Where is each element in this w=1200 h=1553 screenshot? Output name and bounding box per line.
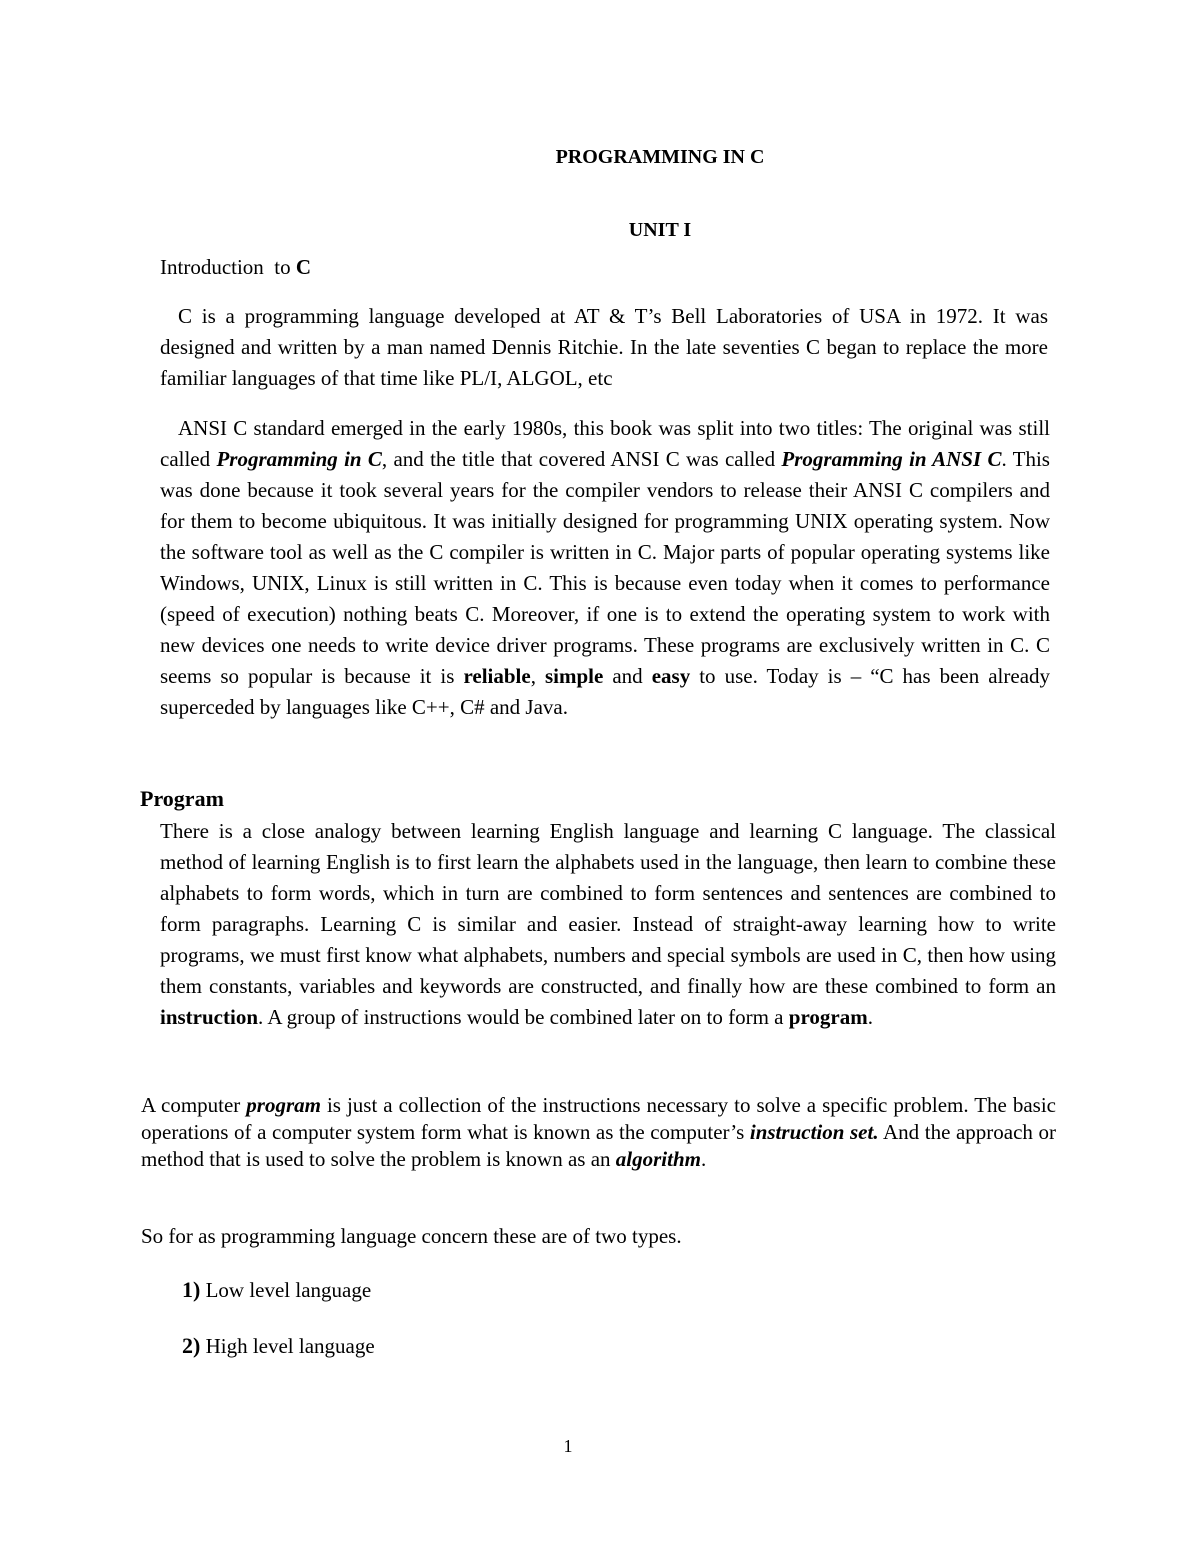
ansi-text-2: , and the title that covered ANSI C was called	[381, 447, 782, 471]
intro-paragraph-text: C is a programming language developed at AT & T’s Bell Laboratories of USA in 1972. It was designed and written by a man named Dennis Ritchie. In the late seventies C began to replace the more familiar languages of that time like PL/I, ALGOL, etc	[160, 304, 1048, 390]
unit-heading: UNIT I	[628, 219, 692, 241]
cp-emphasis-program: program	[246, 1093, 321, 1117]
program-paragraph	[160, 816, 1056, 1033]
ansi-text-3: . This was done because it took several years for the compiler vendors to release their ANSI C compilers and for them to become ubiquitous. It was initially designed for programming UNIX operating system. Now the software tool as well as the C compiler is written in C. Major parts of popular operating systems like Windows, UNIX, Linux is still written in C. This is because even today when it comes to performance (speed of execution) nothing beats C. Moreover, if one is to extend the operating system to work with new devices one needs to write device driver programs. These programs are exclusively written in C. C seems so popular is because it is	[160, 447, 1050, 688]
ansi-paragraph	[160, 413, 1050, 723]
ansi-bold-reliable: reliable	[463, 664, 531, 688]
cp-text-1: A computer	[141, 1093, 247, 1117]
computer-program-paragraph	[141, 1092, 1056, 1173]
program-text-2: . A group of instructions would be combined later on to form a	[258, 1005, 789, 1029]
ansi-emphasis-1: Programming in C	[216, 447, 382, 471]
ansi-bold-simple: simple	[544, 664, 604, 688]
list-item-text: Low level language	[200, 1278, 372, 1302]
cp-emphasis-algorithm: algorithm	[615, 1147, 701, 1171]
cp-text-3: And the approach or method that is used to solve the problem is known as an	[141, 1120, 1056, 1171]
ansi-emphasis-2: Programming in ANSI C	[781, 447, 1002, 471]
program-bold-instruction: instruction	[160, 1005, 259, 1029]
ansi-text-1: ANSI C standard emerged in the early 1980s, this book was split into two titles: The original was still called	[160, 416, 1050, 471]
ansi-text-4: ,	[530, 664, 545, 688]
program-bold-program: program	[788, 1005, 868, 1029]
cp-emphasis-instruction-set: instruction set.	[749, 1120, 879, 1144]
program-heading: Program	[140, 786, 224, 811]
ansi-text-6: to use. Today is – “C has been already superceded by languages like C++, C# and Java.	[160, 664, 1051, 719]
list-item-number: 1)	[182, 1277, 201, 1302]
ansi-bold-easy: easy	[651, 664, 691, 688]
program-text-1: There is a close analogy between learning English language and learning C language. The classical method of learning English is to first learn the alphabets used in the language, then learn to combine these alphabets to form words, which in turn are combined to form sentences and sentences are combined to form paragraphs. Learning C is similar and easier. Instead of straight-away learning how to write programs, we must first know what alphabets, numbers and special symbols are used in C, then how using them constants, variables and keywords are constructed, and finally how are these combined to form an	[160, 819, 1056, 998]
intro-paragraph	[160, 301, 1048, 394]
types-intro: So for as programming language concern these are of two types.	[141, 1224, 682, 1248]
cp-text-2: is just a collection of the instructions necessary to solve a specific problem. The basic operations of a computer system form what is known as the computer’s	[141, 1093, 1056, 1144]
intro-heading-text: Introduction to	[160, 255, 296, 279]
intro-heading	[160, 252, 311, 283]
document-title: PROGRAMMING IN C	[555, 146, 765, 168]
list-item-number: 2)	[182, 1333, 201, 1358]
list-item	[182, 1277, 371, 1303]
page-number: 1	[563, 1436, 573, 1456]
intro-heading-bold: C	[295, 255, 312, 279]
list-item-text: High level language	[200, 1334, 375, 1358]
list-item	[182, 1333, 375, 1359]
cp-text-4: .	[700, 1147, 707, 1171]
program-text-3: .	[867, 1005, 873, 1029]
ansi-text-5: and	[603, 664, 652, 688]
